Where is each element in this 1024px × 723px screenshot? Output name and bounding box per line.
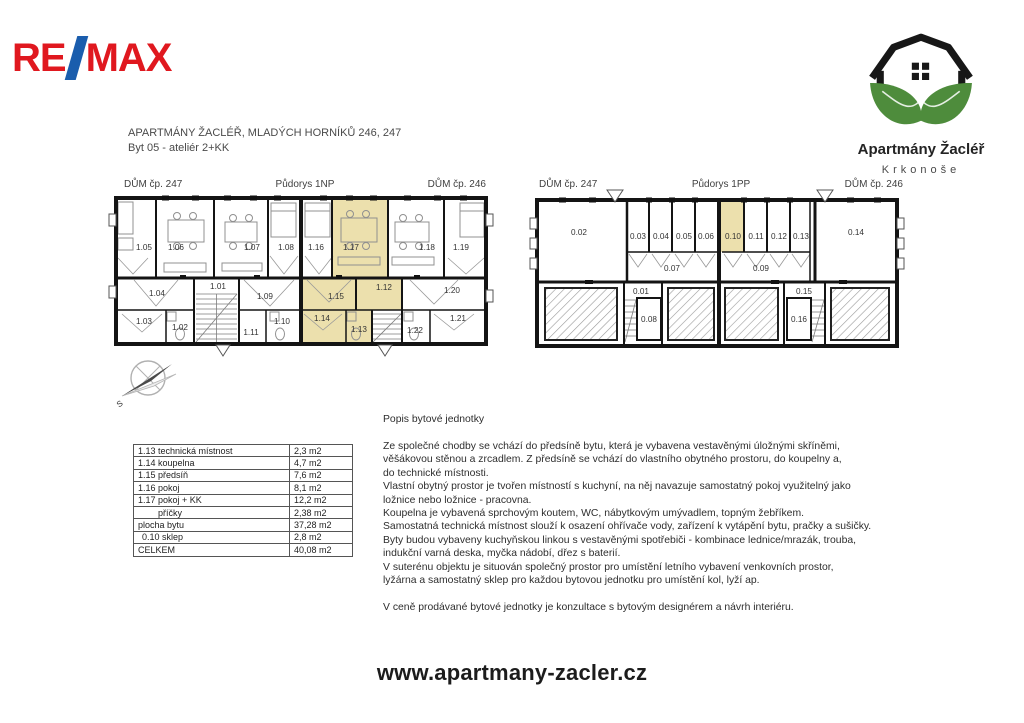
remax-logo (12, 36, 171, 80)
table-row-label: 1.14 koupelna (134, 457, 290, 468)
plan-1np-labels (104, 179, 496, 190)
room-label: 1.20 (444, 286, 460, 295)
room-label: 0.13 (793, 232, 809, 241)
table-row (134, 544, 352, 555)
room-label: 0.04 (653, 232, 669, 241)
room-label: 1.03 (136, 317, 152, 326)
room-label: 0.16 (791, 315, 807, 324)
room-label: 1.22 (407, 326, 423, 335)
room-label: 1.18 (419, 243, 435, 252)
table-row (134, 519, 352, 531)
room-label: 1.13 (351, 325, 367, 334)
plan-1np-title: Půdorys 1NP (275, 179, 335, 190)
description-line: Byty budou vybaveny kuchyňskou linkou s vestavěnými spotřebiči - kombinace lednice/mrazák, trouba, (383, 534, 857, 546)
room-label: 1.08 (278, 243, 294, 252)
table-row-value: 4,7 m2 (294, 458, 322, 469)
room-label: 1.09 (257, 292, 273, 301)
table-row-label: 1.15 předsíň (134, 470, 290, 481)
room-label: 1.21 (450, 314, 466, 323)
brand-region: Krkonoše (881, 164, 961, 176)
table-row-value: 2,3 m2 (294, 445, 322, 456)
room-label: 1.05 (136, 243, 152, 252)
room-label: 1.17 (343, 243, 359, 252)
plan-1np-house-left: DŮM čp. 247 (124, 179, 183, 190)
table-row-value: 8,1 m2 (294, 482, 322, 493)
table-row-value: 7,6 m2 (294, 470, 322, 481)
table-row-label: příčky (134, 507, 290, 518)
room-label: 0.06 (698, 232, 714, 241)
document-title (128, 126, 401, 156)
table-row-label: 1.13 technická místnost (134, 445, 290, 456)
description-line: Samostatná technická místnost slouží k osazení ohřívače vody, zařízení k vytápění bytu, pračky a sušičky. (383, 521, 872, 533)
compass-label: S (115, 398, 125, 410)
brand-logo (806, 26, 1024, 176)
room-label: 1.04 (149, 289, 165, 298)
room-label: 1.12 (376, 283, 392, 292)
room-label: 0.14 (848, 228, 864, 237)
room-label: 0.15 (796, 287, 812, 296)
table-row (134, 470, 352, 482)
room-label: 0.07 (664, 264, 680, 273)
table-row-value: 2,8 m2 (294, 532, 322, 543)
description-line (383, 587, 983, 600)
unit-description (383, 414, 983, 614)
description-line: do technické místnosti. (383, 467, 489, 479)
table-row (134, 495, 352, 507)
room-label: 1.11 (243, 328, 259, 337)
table-row (134, 482, 352, 494)
table-row (134, 457, 352, 469)
compass-icon (114, 350, 180, 414)
description-line: Ze společné chodby se vchází do předsíně bytu, která je vybavena vestavěnými úložnými skříněmi, (383, 441, 840, 452)
room-label: 1.16 (308, 243, 324, 252)
highlighted-room-0-10 (721, 200, 744, 252)
table-row-value: 2,38 m2 (294, 507, 327, 518)
table-row-value: 12,2 m2 (294, 495, 327, 506)
description-line: indukční varná deska, myčka nádobí, dřez s baterií. (383, 548, 621, 560)
table-row (134, 507, 352, 519)
title-line-2: Byt 05 - ateliér 2+KK (128, 142, 230, 154)
description-line: V suterénu objektu je situován společný prostor pro umístění letního vybavení venkovních prostor, (383, 561, 834, 573)
house-leaves-icon (859, 26, 983, 134)
remax-slash-icon (64, 36, 88, 80)
description-line: lyžárna a samostatný sklep pro každou bytovou jednotku pro umístění kol, lyží ap. (383, 575, 760, 587)
table-row-label: 1.16 pokoj (134, 482, 290, 493)
description-line: V ceně prodávané bytové jednotky je konzultace s bytovým designérem a návrh interiéru. (383, 601, 794, 613)
table-row-label: 1.17 pokoj + KK (134, 495, 290, 506)
room-label: 0.03 (630, 232, 646, 241)
description-line: Vlastní obytný prostor je tvořen místností s kuchyní, na něj navazuje samostatný pokoj využitelný jako (383, 481, 851, 493)
plan-1pp-house-left: DŮM čp. 247 (539, 179, 598, 190)
floorplan-1pp (529, 188, 905, 356)
description-line: Koupelna je vybavená sprchovým koutem, WC, nábytkovým umývadlem, topným žebříkem. (383, 508, 804, 520)
plan-1np-house-right: DŮM čp. 246 (427, 179, 486, 190)
room-label: 0.08 (641, 315, 657, 324)
room-label: 1.02 (172, 323, 188, 332)
description-heading: Popis bytové jednotky (383, 414, 485, 425)
room-label: 1.19 (453, 243, 469, 252)
table-row-value: 40,08 m2 (294, 544, 332, 555)
room-label: 0.01 (633, 287, 649, 296)
plan-1pp-title: Půdorys 1PP (691, 179, 751, 190)
description-body (383, 440, 983, 614)
footer-url: www.apartmany-zacler.cz (376, 660, 648, 685)
floorplan-1np (104, 190, 496, 358)
room-label: 0.02 (571, 228, 587, 237)
table-row (134, 445, 352, 457)
description-line: ložnice nebo ložnice - pracovna. (383, 494, 532, 506)
table-row-label: plocha bytu (134, 519, 290, 530)
room-label: 1.15 (328, 292, 344, 301)
brand-name: Apartmány Žacléř (857, 141, 985, 158)
room-label: 0.12 (771, 232, 787, 241)
plan-1pp-house-right: DŮM čp. 246 (844, 179, 903, 190)
area-table (133, 444, 353, 557)
room-label: 1.06 (168, 243, 184, 252)
description-line: věšákovou stěnou a zrcadlem. Z předsíně se vchází do vlastního obytného prostoru, do koupelny a, (383, 454, 842, 466)
table-row-label: CELKEM (134, 544, 290, 555)
room-label: 0.11 (748, 232, 764, 241)
room-label: 0.05 (676, 232, 692, 241)
table-row (134, 532, 352, 544)
room-label: 0.09 (753, 264, 769, 273)
remax-logo-re: RE (12, 36, 66, 80)
room-label: 1.01 (210, 282, 226, 291)
title-line-1: APARTMÁNY ŽACLÉŘ, MLADÝCH HORNÍKŮ 246, 247 (128, 127, 402, 139)
room-label: 0.10 (725, 232, 741, 241)
remax-logo-max: MAX (85, 36, 172, 80)
table-row-value: 37,28 m2 (294, 520, 332, 531)
room-label: 1.14 (314, 314, 330, 323)
room-label: 1.07 (244, 243, 260, 252)
room-label: 1.10 (274, 317, 290, 326)
table-row-label: 0.10 sklep (134, 532, 290, 543)
